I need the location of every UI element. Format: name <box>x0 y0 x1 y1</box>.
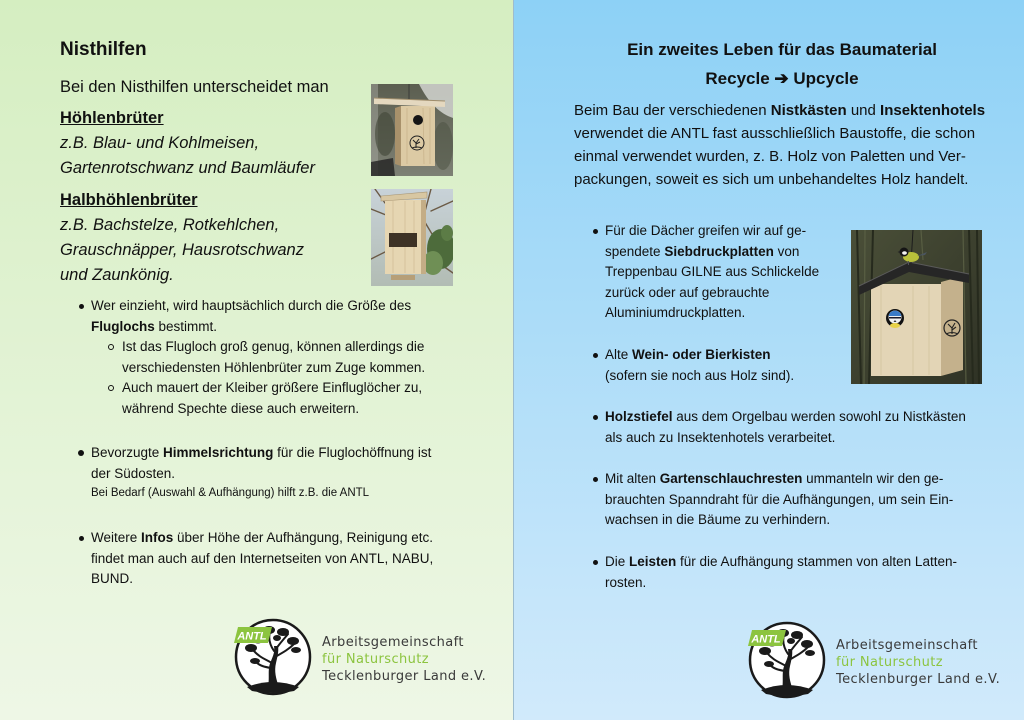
text-segment: Alte <box>605 347 633 362</box>
text-segment: Beim Bau der verschiedenen <box>574 102 771 119</box>
text-line <box>605 469 953 490</box>
bold-text: Insektenhotels <box>880 102 986 119</box>
text-line <box>605 552 957 573</box>
bullet-item <box>605 469 953 531</box>
logo-line-1: Arbeitsgemeinschaft <box>322 635 464 650</box>
sub-bullet-marker <box>108 385 114 391</box>
text-segment: der Südosten. <box>91 465 176 481</box>
bullet-marker <box>593 353 598 358</box>
text-segment: Treppenbau GILNE aus Schlickelde <box>605 264 820 279</box>
text-segment: Die <box>605 554 630 569</box>
text-segment: für die Fluglochöffnung ist <box>273 445 432 460</box>
antl-logo-mark <box>232 616 318 700</box>
text-segment: bestimmt. <box>154 318 218 334</box>
text-segment: während Spechte diese auch erweitern. <box>122 400 360 416</box>
text-segment: (sofern sie noch aus Holz sind). <box>605 367 795 383</box>
nest-box-with-birds-photo <box>851 230 982 384</box>
text-segment: als auch zu Insektenhotels verarbeitet. <box>605 429 836 445</box>
sub-bullet-item <box>122 378 425 419</box>
group-heading: Höhlenbrüter <box>60 109 164 127</box>
text-segment: über Höhe der Aufhängung, Reinigung etc. <box>173 530 433 545</box>
bullet-text <box>605 221 819 324</box>
text-line <box>574 122 985 145</box>
section-title-line-2: Recycle ➔ Upcycle <box>705 69 859 88</box>
bullet-item <box>91 528 433 590</box>
bullet-text <box>91 528 433 590</box>
text-line <box>122 399 425 420</box>
bullet-text <box>605 407 966 448</box>
text-segment: BUND. <box>91 571 134 586</box>
blue-tit-bird <box>889 311 902 329</box>
logo-line-3: Tecklenburger Land e.V. <box>322 669 487 684</box>
bullet-marker <box>78 450 84 456</box>
text-segment: rosten. <box>605 574 647 590</box>
group-example: Grauschnäpper, Hausrotschwanz <box>60 241 304 259</box>
bullet-item <box>605 345 794 386</box>
group-example: z.B. Blau- und Kohlmeisen, <box>60 134 260 152</box>
text-line <box>605 283 819 304</box>
logo-wordmark <box>836 637 1000 688</box>
bullet-text <box>605 345 794 386</box>
text-segment: einmal verwendet wurden, z. B. Holz von Paletten und Ver- <box>574 148 966 165</box>
logo-line-2: für Naturschutz <box>836 655 943 670</box>
bullet-text <box>91 443 431 484</box>
intro-text: Bei den Nisthilfen unterscheidet man <box>60 78 329 96</box>
text-line <box>605 345 794 366</box>
bullet-item <box>605 407 966 448</box>
bullet-text <box>91 296 425 337</box>
bullet-item <box>605 221 819 324</box>
bold-text: Fluglochs <box>91 318 155 334</box>
bullet-item <box>605 552 957 593</box>
bird-group-semi-cavity-nesters <box>60 188 304 288</box>
text-segment: Bevorzugte <box>91 445 164 460</box>
text-line <box>605 303 819 324</box>
nest-box-photo <box>371 84 453 176</box>
bold-text: Leisten <box>629 554 677 569</box>
text-segment: ummanteln wir den ge- <box>802 471 944 486</box>
bold-text: Nistkästen <box>770 102 847 119</box>
half-open-nest-box-photo <box>371 189 453 286</box>
group-heading: Halbhöhlenbrüter <box>60 191 198 209</box>
text-segment: verwendet die ANTL fast ausschließlich Baustoffe, die schon <box>574 125 976 142</box>
logo-line-1: Arbeitsgemeinschaft <box>836 638 978 653</box>
text-line <box>91 317 425 338</box>
intro-paragraph <box>574 99 985 191</box>
bullet-marker <box>593 229 598 234</box>
sub-bullet-item <box>122 337 425 378</box>
group-example: Gartenrotschwanz und Baumläufer <box>60 159 315 177</box>
text-segment: Weitere <box>91 530 142 545</box>
bold-text: Holzstiefel <box>605 409 673 424</box>
bullet-text <box>605 552 957 593</box>
bullet-item <box>91 296 425 419</box>
bird-group-cavity-nesters <box>60 106 315 181</box>
text-segment: brauchten Spanndraht für die Aufhängungen, um sein Ein- <box>605 491 954 507</box>
text-line <box>91 569 433 590</box>
text-segment: verschiedensten Höhlenbrüter zum Zuge kommen. <box>122 359 426 375</box>
bullet-marker <box>79 536 84 541</box>
text-segment: aus dem Orgelbau werden sowohl zu Nistkästen <box>672 409 966 424</box>
page-title: Nisthilfen <box>60 39 147 60</box>
text-line <box>605 428 966 449</box>
text-segment: Mit alten <box>605 471 660 486</box>
text-segment: Für die Dächer greifen wir auf ge- <box>605 223 807 238</box>
bullet-marker <box>593 415 598 420</box>
panel-divider <box>513 0 514 720</box>
text-segment: Aluminiumdruckplatten. <box>605 305 746 320</box>
section-title <box>560 35 1004 93</box>
text-segment: wachsen in die Bäume zu verhindern. <box>605 512 831 527</box>
text-segment: findet man auch auf den Internetseiten von ANTL, NABU, <box>91 550 434 566</box>
text-line <box>574 145 985 168</box>
sub-bullet-marker <box>108 344 114 350</box>
bold-text: Wein- oder Bierkisten <box>632 347 771 362</box>
text-line <box>605 490 953 511</box>
logo-tag-text: ANTL <box>751 633 781 646</box>
text-segment: Ist das Flugloch groß genug, können allerdings die <box>122 339 425 354</box>
group-example: und Zaunkönig. <box>60 266 174 284</box>
group-example: z.B. Bachstelze, Rotkehlchen, <box>60 216 280 234</box>
text-line <box>605 221 819 242</box>
text-segment: packungen, soweit es sich um unbehandeltes Holz handelt. <box>574 171 969 188</box>
logo-line-2: für Naturschutz <box>322 652 429 667</box>
bullet-item <box>91 443 431 503</box>
logo-wordmark <box>322 634 486 685</box>
bullet-marker <box>79 304 84 309</box>
text-segment: von <box>773 243 800 259</box>
text-line <box>574 168 985 191</box>
text-line <box>605 573 957 594</box>
text-segment: zurück oder auf gebrauchte <box>605 284 770 300</box>
text-line <box>605 242 819 263</box>
text-line <box>122 358 425 379</box>
sub-bullet-text <box>122 337 425 378</box>
bullet-marker <box>593 477 598 482</box>
text-segment: spendete <box>605 243 665 259</box>
bold-text: Siebdruckplatten <box>664 243 774 259</box>
bold-text: Gartenschlauchresten <box>659 471 803 486</box>
text-line <box>122 378 425 399</box>
text-segment: für die Aufhängung stammen von alten Latten- <box>676 554 957 569</box>
text-line <box>574 99 985 122</box>
text-line <box>91 528 433 549</box>
bold-text: Himmelsrichtung <box>163 445 274 460</box>
text-line <box>91 549 433 570</box>
text-line <box>91 464 431 485</box>
text-line <box>91 443 431 464</box>
text-line <box>91 296 425 317</box>
text-segment: Auch mauert der Kleiber größere Einfluglöcher zu, <box>122 380 423 395</box>
sub-bullet-text <box>122 378 425 419</box>
text-segment: und <box>846 102 881 119</box>
section-title-line-1: Ein zweites Leben für das Baumaterial <box>627 40 937 59</box>
text-line <box>605 262 819 283</box>
bullet-text <box>605 469 953 531</box>
bold-text: Infos <box>141 530 174 545</box>
logo-line-3: Tecklenburger Land e.V. <box>836 672 1001 687</box>
text-line <box>605 366 794 387</box>
antl-logo-mark <box>746 619 832 703</box>
bullet-marker <box>593 560 598 565</box>
text-segment: Wer einzieht, wird hauptsächlich durch die Größe des <box>91 298 412 313</box>
text-line <box>605 510 953 531</box>
bullet-note: Bei Bedarf (Auswahl & Aufhängung) hilft z.B. die ANTL <box>91 487 370 499</box>
text-line <box>605 407 966 428</box>
text-line <box>122 337 425 358</box>
logo-tag-text: ANTL <box>237 630 267 643</box>
